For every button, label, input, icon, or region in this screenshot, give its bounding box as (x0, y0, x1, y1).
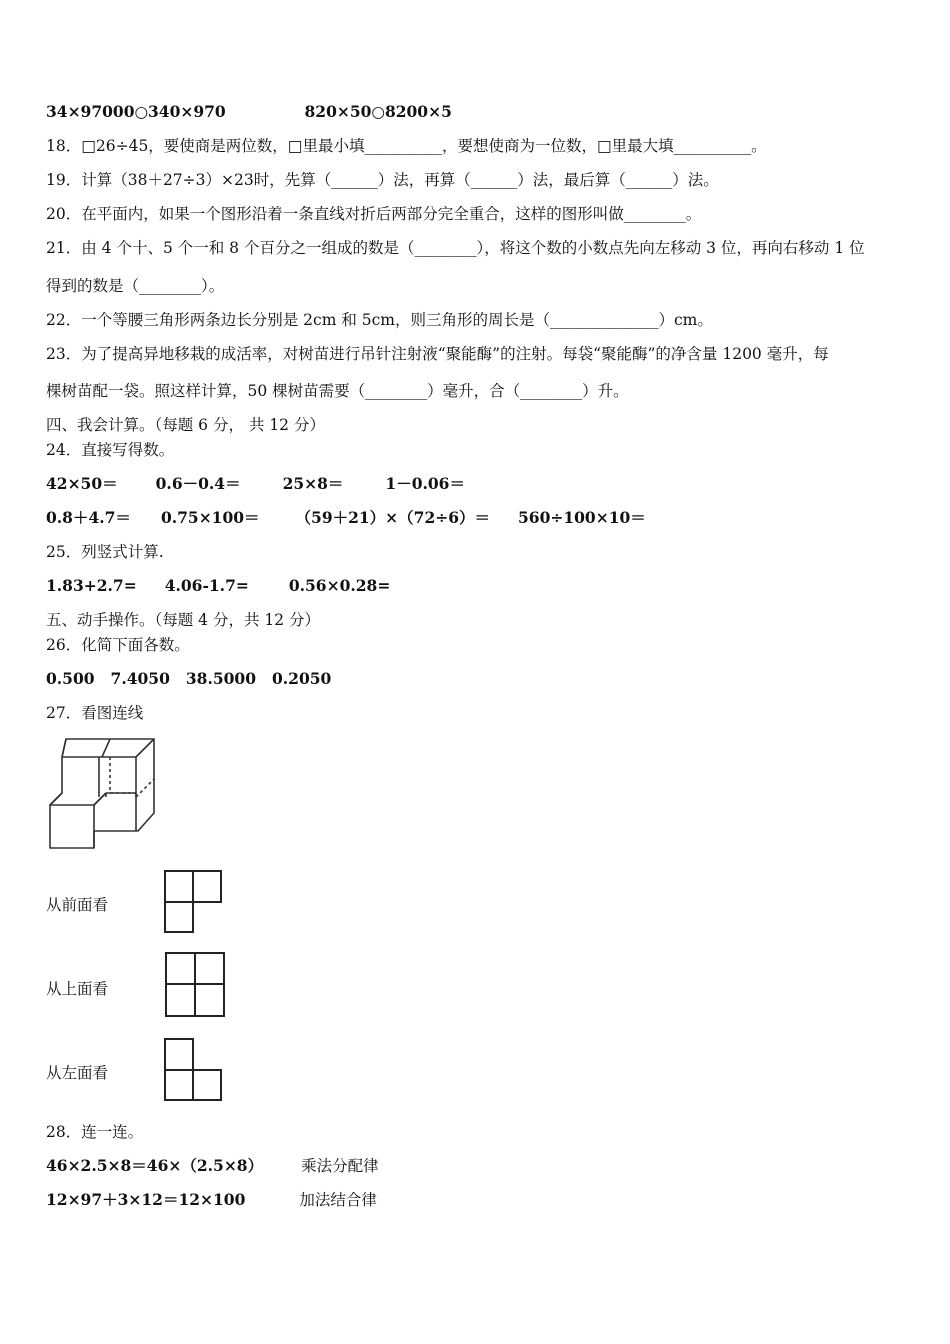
q28-expression: 12×97＋3×12＝12×100 (46, 1190, 246, 1209)
q26-item: 38.5000 (185, 669, 256, 688)
question-18: 18．□26÷45，要使商是两位数，□里最小填__________，要想使商为一位数，□里最大填__________。 (46, 137, 767, 155)
q24-item: 42×50＝ (46, 474, 118, 493)
q28-law: 加法结合律 (299, 1191, 377, 1209)
q17-row (46, 102, 452, 122)
q24-item: 1－0.06＝ (385, 474, 465, 493)
question-25-title: 25．列竖式计算. (46, 543, 164, 561)
q25-row (46, 576, 390, 596)
q26-item: 7.4050 (110, 669, 170, 688)
question-24-title: 24．直接写得数。 (46, 441, 175, 459)
q26-row (46, 669, 331, 689)
section-4-heading: 四、我会计算。（每题 6 分， 共 12 分） (46, 416, 325, 434)
question-23-line1: 23．为了提高异地移栽的成活率，对树苗进行吊针注射液“聚能酶”的注射。每袋“聚能酶”的净含量 1200 毫升，每 (46, 345, 829, 363)
question-22: 22．一个等腰三角形两条边长分别是 2cm 和 5cm，则三角形的周长是（______________）cm。 (46, 311, 713, 329)
question-26-title: 26．化简下面各数。 (46, 636, 190, 654)
q17-compare-a: 34×97000○340×970 (46, 102, 226, 121)
q28-row (46, 1190, 377, 1210)
q24-item: 560÷100×10＝ (518, 508, 646, 527)
q24-item: 0.75×100＝ (160, 508, 260, 527)
q24-item: 25×8＝ (282, 474, 344, 493)
question-19: 19．计算（38＋27÷3）×23时，先算（______）法，再算（______）法，最后算（______）法。 (46, 171, 719, 189)
q24-row-2 (46, 508, 646, 528)
q26-item: 0.2050 (271, 669, 332, 688)
front-view-shape (163, 869, 225, 935)
q25-item: 0.56×0.28= (288, 576, 391, 595)
q25-item: 4.06-1.7= (164, 576, 249, 595)
q28-row (46, 1156, 379, 1176)
top-view-shape (164, 951, 228, 1019)
question-21-line1: 21．由 4 个十、5 个一和 8 个百分之一组成的数是（________），将这个数的小数点先向左移动 3 位，再向右移动 1 位 (46, 239, 865, 257)
q26-item: 0.500 (46, 669, 95, 688)
q25-item: 1.83+2.7= (46, 576, 137, 595)
q24-item: （59＋21）×（72÷6）＝ (295, 508, 491, 527)
q24-row-1 (46, 474, 465, 494)
view-label-front: 从前面看 (46, 896, 109, 914)
question-23-line2: 棵树苗配一袋。照这样计算，50 棵树苗需要（________）毫升，合（________）升。 (46, 382, 629, 400)
q28-law: 乘法分配律 (301, 1157, 379, 1175)
question-27-title: 27．看图连线 (46, 704, 144, 722)
question-28-title: 28．连一连。 (46, 1123, 144, 1141)
question-20: 20．在平面内，如果一个图形沿着一条直线对折后两部分完全重合，这样的图形叫做________。 (46, 205, 702, 223)
q17-compare-b: 820×50○8200×5 (304, 102, 452, 121)
q28-expression: 46×2.5×8＝46×（2.5×8） (46, 1156, 264, 1175)
view-label-top: 从上面看 (46, 980, 109, 998)
view-label-left: 从左面看 (46, 1064, 109, 1082)
cube-stack-figure (44, 735, 158, 853)
left-view-shape (163, 1037, 225, 1103)
question-21-line2: 得到的数是（________）。 (46, 277, 225, 295)
q24-item: 0.8＋4.7＝ (46, 508, 131, 527)
q24-item: 0.6－0.4＝ (155, 474, 241, 493)
section-5-heading: 五、动手操作。（每题 4 分，共 12 分） (46, 611, 321, 629)
